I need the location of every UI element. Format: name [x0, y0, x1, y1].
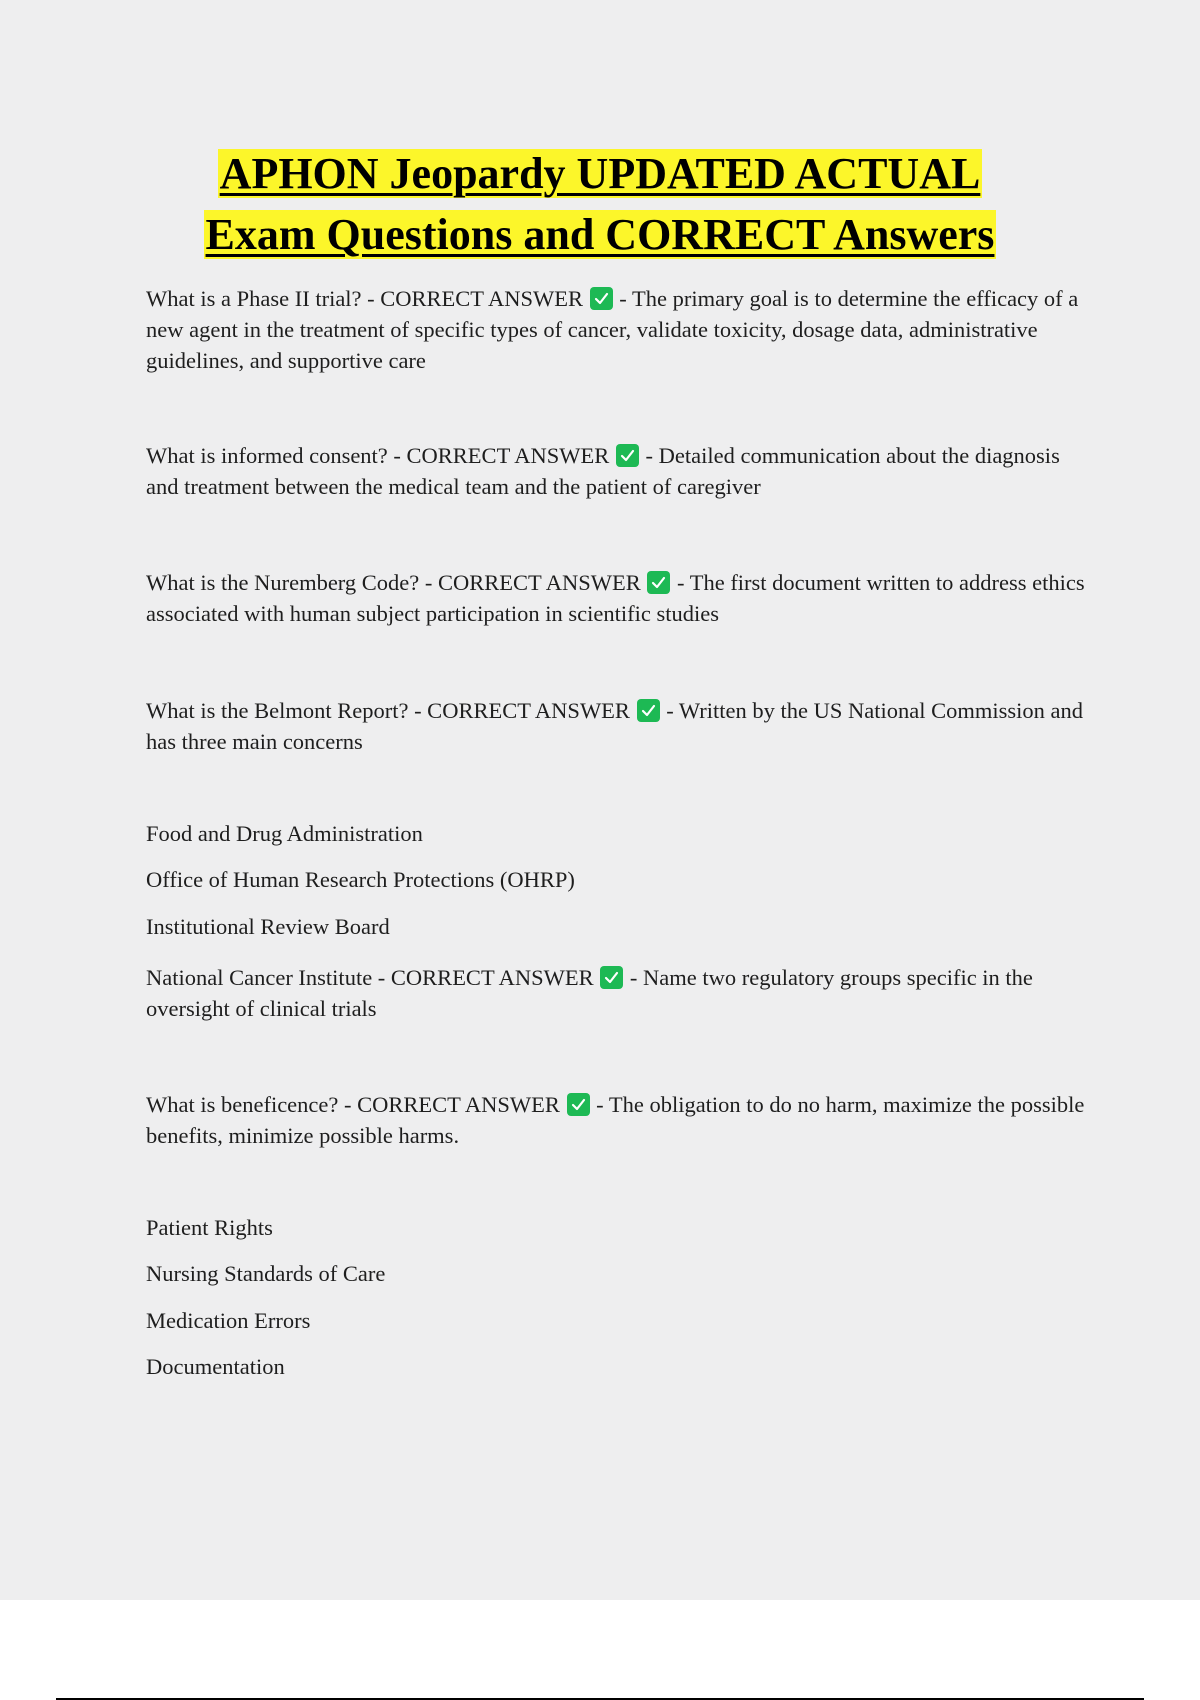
list-item: Institutional Review Board — [146, 914, 390, 939]
list-item: Documentation — [146, 1354, 285, 1379]
check-mark-icon — [616, 444, 639, 467]
check-mark-icon — [637, 699, 660, 722]
answer-text: - Written by the US National Commission and has three main concerns — [146, 698, 1083, 754]
answer-text: - The first document written to address ethics associated with human subject participation in scientific studies — [146, 570, 1085, 626]
document-title — [0, 143, 1200, 265]
check-mark-icon — [600, 966, 623, 989]
qa-regulatory-groups — [146, 962, 1090, 1024]
question-text: What is the Nuremberg Code? - CORRECT ANSWER — [146, 570, 641, 595]
list-item: Medication Errors — [146, 1308, 311, 1333]
list-item: Nursing Standards of Care — [146, 1261, 386, 1286]
qa-informed-consent — [146, 440, 1090, 502]
list-item: Patient Rights — [146, 1215, 273, 1240]
answer-text: - Name two regulatory groups specific in the oversight of clinical trials — [146, 965, 1033, 1021]
qa-belmont-report — [146, 695, 1090, 757]
list-item: Office of Human Research Protections (OHRP) — [146, 867, 575, 892]
answer-text: - Detailed communication about the diagnosis and treatment between the medical team and the patient of caregiver — [146, 443, 1060, 499]
question-text: What is the Belmont Report? - CORRECT ANSWER — [146, 698, 630, 723]
question-text: What is a Phase II trial? - CORRECT ANSWER — [146, 286, 584, 311]
qa-beneficence — [146, 1089, 1090, 1151]
qa-phase-ii-trial — [146, 283, 1090, 376]
qa-nuremberg-code — [146, 567, 1090, 629]
check-mark-icon — [590, 287, 613, 310]
list-item: Food and Drug Administration — [146, 821, 423, 846]
title-line-1: APHON Jeopardy UPDATED ACTUAL — [219, 149, 981, 198]
check-mark-icon — [647, 571, 670, 594]
question-text: What is beneficence? - CORRECT ANSWER — [146, 1092, 560, 1117]
title-line-2: Exam Questions and CORRECT Answers — [205, 210, 995, 259]
question-text: National Cancer Institute - CORRECT ANSWER — [146, 965, 594, 990]
answer-text: - The primary goal is to determine the efficacy of a new agent in the treatment of specific types of cancer, validate toxicity, dosage data, administrative guidelines, and supportive care — [146, 286, 1079, 373]
check-mark-icon — [567, 1093, 590, 1116]
answer-text: - The obligation to do no harm, maximize the possible benefits, minimize possible harms. — [146, 1092, 1085, 1148]
question-text: What is informed consent? - CORRECT ANSWER — [146, 443, 610, 468]
